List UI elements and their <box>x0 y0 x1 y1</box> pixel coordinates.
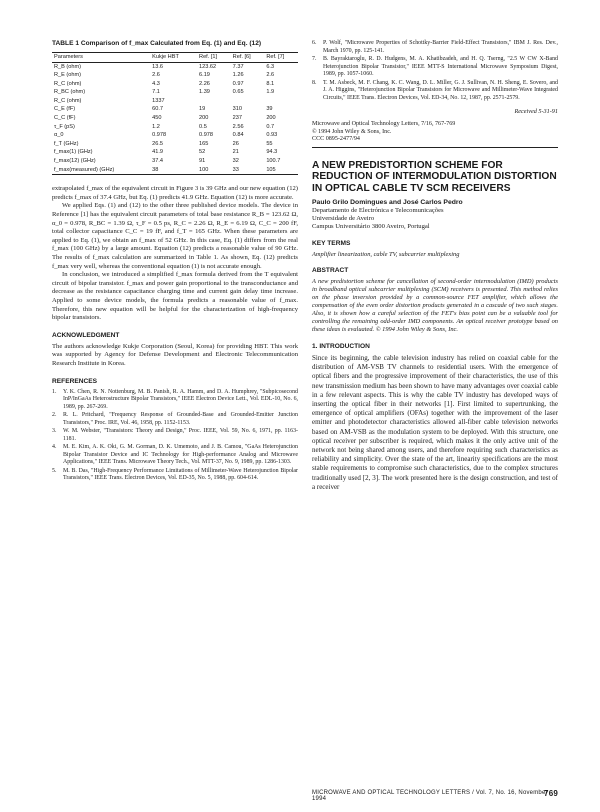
table-header-cell: Kukje HBT <box>152 53 179 60</box>
value-cell: 200 <box>266 115 276 122</box>
parameter-name-cell: R_C (ohm) <box>54 80 82 87</box>
value-cell: 0.978 <box>152 132 167 139</box>
reference-item <box>52 428 298 443</box>
publication-line: Microwave and Optical Technology Letters, 7/16, 767-769 <box>312 121 456 127</box>
acknowledgment-text: The authors acknowledge Kukje Corporation (Seoul, Korea) for providing HBT. This work was supported by Agency for Defense Development and Electronic Telecommunication Research Institute in Korea. <box>52 342 298 367</box>
affiliation-line: Universidade de Aveiro <box>312 215 375 222</box>
reference-number: 3. <box>52 428 57 434</box>
parameter-name-cell: C_C (fF) <box>54 115 76 122</box>
value-cell: 105 <box>266 166 276 173</box>
value-cell: 2.6 <box>152 72 160 79</box>
body-paragraph: extrapolated f_max of the equivalent circuit in Figure 3 is 39 GHz and our new equation (12) predicts f_max of 37.4 GHz, but Eq. (1) predicts 41.9 GHz. Equation (12) is more accurate. <box>52 185 298 201</box>
reference-item <box>312 80 558 103</box>
reference-number: 1. <box>52 388 57 395</box>
table-header-row <box>52 52 298 62</box>
affiliation-line: Campus Universitário 3800 Aveiro, Portugal <box>312 223 430 230</box>
value-cell: 450 <box>152 115 162 122</box>
parameter-name-cell: R_E (ohm) <box>54 72 82 79</box>
value-cell <box>197 97 231 106</box>
parameter-name-cell: τ_F (pS) <box>54 123 75 130</box>
value-cell: 1.2 <box>152 123 160 130</box>
right-column <box>312 40 558 492</box>
key-terms-heading: KEY TERMS <box>312 240 351 247</box>
comparison-table <box>52 52 298 176</box>
acknowledgment-heading: ACKNOWLEDGMENT <box>52 331 120 339</box>
reference-text: R. L. Pritchard, "Frequency Response of Grounded-Base and Grounded-Emitter Junction Transistors," Proc. IRE, Vol. 46, 1958, pp. 1152-1153. <box>63 412 298 426</box>
value-cell: 1.26 <box>232 72 244 79</box>
parameter-name-cell: f_max(12) (GHz) <box>54 158 96 165</box>
table-header-cell: Parameters <box>54 53 83 60</box>
abstract-heading: ABSTRACT <box>312 267 349 274</box>
value-cell: 26 <box>232 140 239 147</box>
value-cell: 0.7 <box>266 123 275 130</box>
introduction-heading: 1. INTRODUCTION <box>312 343 370 350</box>
reference-list <box>52 389 298 483</box>
parameter-name-cell: f_max(measured) (GHz) <box>54 166 115 173</box>
value-cell: 60.7 <box>152 106 164 113</box>
value-cell: 310 <box>232 106 243 113</box>
value-cell: 52 <box>199 149 206 156</box>
publication-line: CCC 0895-2477/94 <box>312 136 360 143</box>
value-cell: 0.97 <box>232 80 244 87</box>
reference-text: T. M. Asbeck, M. F. Chang, K. C. Wang, D. L. Miller, G. J. Sullivan, N. H. Sheng, E. Sovero, and J. A. Higgins, "Heterojunction Bipolar Transistors for Microwave and Millimeter-Wave Integrated Circuits," IEEE Trans. Electron Devices, Vol. ED-34, No. 12, 1987, pp. 2571-2579. <box>323 79 558 101</box>
reference-number: 2. <box>52 412 57 418</box>
table-row <box>52 80 298 89</box>
value-cell: 32 <box>232 158 239 165</box>
parameter-name-cell: R_BC (ohm) <box>54 89 86 96</box>
reference-text: M. B. Das, "High-Frequency Performance Limitations of Millimeter-Wave Heterojunction Bipolar Transistors," IEEE Trans. Electron Devices, Vol. ED-35, No. 5, 1988, pp. 604-614. <box>63 467 298 481</box>
publication-line: © 1994 John Wiley & Sons, Inc. <box>312 128 392 135</box>
article-authors: Paulo Grilo Domingues and José Carlos Pedro <box>312 199 463 206</box>
parameter-name-cell: f_T (GHz) <box>54 140 79 147</box>
value-cell: 7.37 <box>232 63 244 70</box>
value-cell: 55 <box>266 140 273 147</box>
page-number: 769 <box>544 789 558 798</box>
table-row <box>52 114 298 123</box>
reference-item <box>52 412 298 427</box>
left-column <box>52 40 298 484</box>
value-cell <box>264 97 298 106</box>
affiliation-line: Departamento de Electrónica e Telecomunicações <box>312 207 444 214</box>
value-cell: 2.26 <box>199 80 210 87</box>
table-row <box>52 97 298 106</box>
reference-item <box>312 56 558 79</box>
value-cell: 100.7 <box>266 158 281 165</box>
table-row <box>52 105 298 114</box>
parameter-name-cell: C_E (fF) <box>54 106 76 113</box>
reference-text: M. E. Kim, A. K. Oki, G. M. Gorman, D. K. Umemoto, and J. B. Camou, "GaAs Heterojunction Bipolar Transistor Device and IC Technology for High-performance Analog and Microwave Applications," IEEE Trans. Microwave Theory Tech., Vol. MTT-37, No. 9, 1989, pp. 1286-1303. <box>63 444 298 465</box>
parameter-name-cell: f_max(1) (GHz) <box>54 149 93 156</box>
value-cell: 91 <box>199 158 206 165</box>
reference-number: 6. <box>312 40 317 46</box>
body-paragraph: In conclusion, we introduced a simplified f_max formula derived from the T equivalent circuit of bipolar transistor. f_max and power gain proportional to the transconductance and decrease as the resistance capacitance charging time and current gain delay time increase. Applied to some device models, the formula predicts a reasonable value of f_max. Therefore, this new equation will be helpful for the characterization of high-frequency bipolar transistors. <box>52 271 298 322</box>
value-cell: 37.4 <box>152 158 164 165</box>
value-cell: 1.9 <box>266 89 275 96</box>
reference-text: Y. K. Chen, R. N. Nottenburg, M. B. Panish, R. A. Hamm, and D. A. Humphrey, "Subpicosecond InP/InGaAs Heterostructure Bipolar Transistors," IEEE Electron Device Lett., Vol. EDL-10, No. 6, 1989, pp. 267-269. <box>63 388 298 410</box>
table-row <box>52 131 298 140</box>
value-cell: 2.56 <box>232 123 244 130</box>
value-cell: 41.9 <box>152 149 164 156</box>
body-paragraph: We applied Eqs. (1) and (12) to the other three published device models. The device in Reference [1] has the equivalent circuit parameters of total base resistance R_B = 123.62 Ω, α_0 = 0.978, R_BC = 1.39 Ω, τ_F = 0.5 ps, R_C = 2.26 Ω, R_E = 6.19 Ω, C_C = 200 fF, total collector capacitance C_C = 19 fF, and f_T = 165 GHz. When these parameters are applied to Eq. (1), we obtain an f_max of 52 GHz. In this case, Eq. (1) differs from the real f_max (100 GHz) by a large amount. Equation (12) predicts a reasonable value of 90 GHz. The results of f_max calculation are summarized in Table 1. As shown, Eq. (12) predicts f_max very well, whereas the conventional equation (1) is not accurate enough. <box>52 202 298 270</box>
page-footer <box>312 790 558 802</box>
table-caption: TABLE 1 Comparison of f_max Calculated from Eq. (1) and Eq. (12) <box>52 40 262 47</box>
parameter-name-cell: R_B (ohm) <box>54 63 82 70</box>
references-heading: REFERENCES <box>52 377 98 385</box>
parameter-name-cell: α_0 <box>54 132 64 139</box>
received-date: Received 5-31-91 <box>514 108 558 115</box>
value-cell: 21 <box>232 149 239 156</box>
value-cell: 1.39 <box>199 89 210 96</box>
reference-item <box>52 389 298 412</box>
table-header-cell: Ref. [1] <box>199 53 218 60</box>
value-cell: 94.3 <box>266 149 278 156</box>
value-cell: 0.5 <box>199 123 207 130</box>
value-cell: 19 <box>199 106 206 113</box>
value-cell <box>231 97 265 106</box>
parameter-name-cell: R_C (ohm) <box>54 97 82 104</box>
table-body <box>52 62 298 175</box>
value-cell: 2.6 <box>266 72 275 79</box>
table-header-cell: Ref. [6] <box>232 53 251 60</box>
table-row <box>52 71 298 80</box>
reference-item <box>312 40 558 55</box>
value-cell: 0.978 <box>199 132 214 139</box>
reference-text: P. Wolf, "Microwave Properties of Schottky-Barrier Field-Effect Transistors," IBM J. Res. Dev., March 1970, pp. 125-141. <box>323 40 558 54</box>
value-cell: 39 <box>266 106 273 113</box>
key-terms: Amplifier linearization, cable TV, subcarrier multiplexing <box>312 251 460 258</box>
value-cell: 100 <box>199 166 209 173</box>
reference-list-continued <box>312 40 558 102</box>
value-cell: 7.1 <box>152 89 160 96</box>
table-row <box>52 148 298 157</box>
reference-text: B. Bayraktaroglu, R. D. Hudgens, M. A. Khatibzadeh, and H. Q. Tserng, "2.5 W CW X-Band Heterojunction Bipolar Transistor," IEEE MTT-S International Microwave Symposium Digest, 1989, pp. 1057-1060. <box>323 56 558 77</box>
value-cell: 1337 <box>152 97 165 104</box>
value-cell: 8.1 <box>266 80 275 87</box>
reference-item <box>52 468 298 483</box>
table-row <box>52 166 298 175</box>
value-cell: 6.3 <box>266 63 275 70</box>
reference-number: 8. <box>312 79 317 86</box>
introduction-text: Since its beginning, the cable television industry has relied on coaxial cable for the distribution of AM-VSB TV channels to residential users. With the emergence of optical fibers and the progressive improvement of their characteristics, the use of this new transmission medium has been shown to have many advantages over coaxial cable in a few relevant aspects. This is why the cable TV industry has developed ways of inserting the optical fiber in their networks [1]. First limited to supertrunking, the emergence of optical amplifiers (OFAs) together with the improvement of the laser emitter and photodetector characteristics allowed all-fiber cable television networks based on AM-VSB as the modulation system to be deployed. With this structure, one optical receiver per subscriber is required, which makes it the only active unit of the network not being shared among users, and therefore requiring such characteristics as reliability and simplicity. Over the state of the art, linearity specifications are the most stable requirements to compromise such characteristics, due to the complex structures traditionally used [2, 3]. The work presented here is the design construction, and test of a receiver <box>312 354 558 491</box>
value-cell: 165 <box>199 140 209 147</box>
reference-text: W. M. Webster, "Transistors: Theory and Design," Proc. IEEE, Vol. 59, No. 6, 1971, pp. 1163-1181. <box>63 428 298 442</box>
table-row <box>52 62 298 71</box>
value-cell: 0.93 <box>266 132 278 139</box>
journal-footer: MICROWAVE AND OPTICAL TECHNOLOGY LETTERS / Vol. 7, No. 16, November 1994 <box>312 790 548 802</box>
value-cell: 123.62 <box>199 63 217 70</box>
value-cell: 4.3 <box>152 80 160 87</box>
value-cell: 26.5 <box>152 140 164 147</box>
value-cell: 33 <box>232 166 239 173</box>
value-cell: 6.19 <box>199 72 210 79</box>
value-cell: 13.6 <box>152 63 164 70</box>
value-cell: 0.84 <box>232 132 244 139</box>
value-cell: 0.65 <box>232 89 244 96</box>
reference-number: 4. <box>52 444 57 450</box>
article-title: A NEW PREDISTORTION SCHEME FOR REDUCTION OF INTERMODULATION DISTORTION IN OPTICAL CABLE TV SCM RECEIVERS <box>312 159 557 194</box>
table-row <box>52 123 298 132</box>
value-cell: 237 <box>232 115 243 122</box>
publication-info <box>312 121 558 148</box>
reference-number: 7. <box>312 56 317 62</box>
reference-number: 5. <box>52 467 57 474</box>
reference-item <box>52 444 298 467</box>
table-header-cell: Ref. [7] <box>266 53 285 60</box>
value-cell: 200 <box>199 115 209 122</box>
table-row <box>52 157 298 166</box>
table-row <box>52 140 298 149</box>
abstract-text: A new predistortion scheme for cancellation of second-order intermodulation (IMD) products in broadband optical subcarrier multiplexing (SCM) receivers is presented. This method relies on the phase inversion provided by a common-source FET amplifier, which allows the compensation of the even order distortion products generated in a cascade of two such stages. Also, it is shown how a careful selection of the FET's bias point can be a valuable tool for controlling the remaining odd-order IMD components. An optical receiver prototype based on these ideas is evaluated. © 1994 John Wiley & Sons, Inc. <box>312 278 558 333</box>
value-cell: 38 <box>152 166 159 173</box>
table-row <box>52 88 298 97</box>
